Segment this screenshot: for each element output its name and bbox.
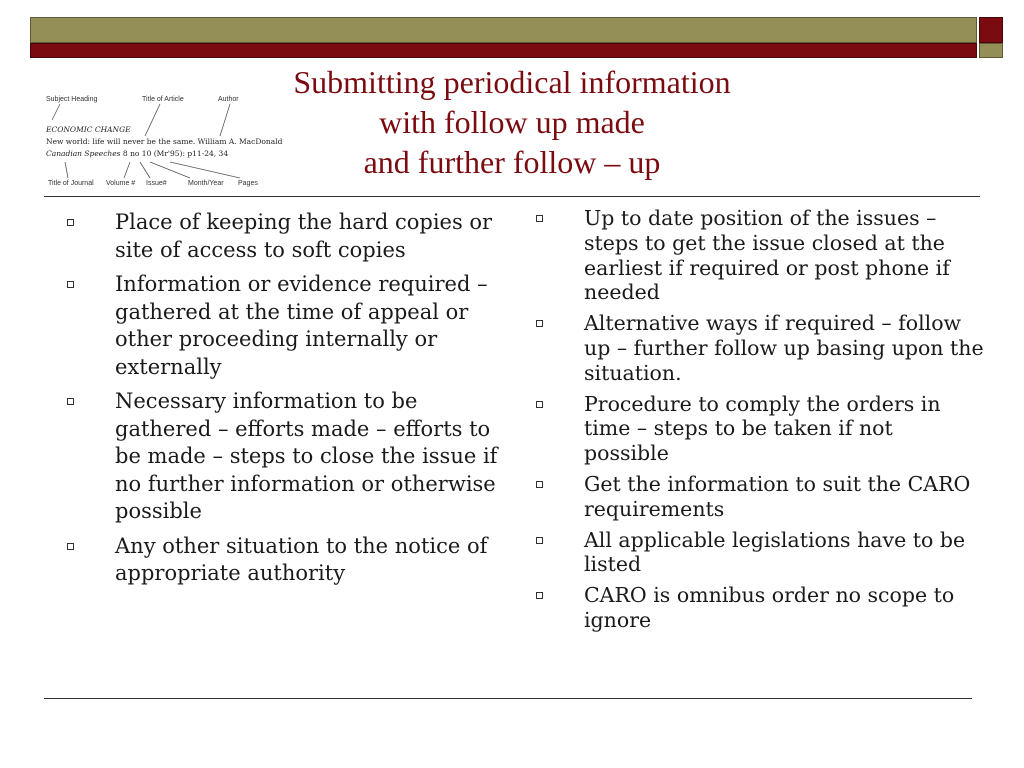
right-bullet-list [534, 206, 984, 639]
diagram-label-author: Author [218, 96, 239, 103]
diagram-label-volume: Volume # [106, 180, 136, 187]
list-item [534, 206, 984, 305]
list-item [534, 583, 984, 633]
diagram-label-title-of-article: Title of Article [142, 96, 184, 103]
slide-title-line-3: and further follow – up [363, 144, 661, 180]
square-bullet-icon [536, 592, 543, 599]
footer-divider [44, 698, 972, 699]
list-item [65, 533, 505, 588]
list-item [65, 388, 505, 526]
list-item [534, 311, 984, 385]
square-bullet-icon [67, 543, 74, 550]
diagram-label-issue: Issue# [146, 180, 167, 187]
list-item [534, 528, 984, 578]
square-bullet-icon [536, 320, 543, 327]
slide-title-line-2: with follow up made [379, 104, 645, 140]
bullet-text: Alternative ways if required – follow up – further follow up basing upon the situation. [584, 311, 984, 385]
list-item [65, 209, 505, 264]
slide-title-line-1: Submitting periodical information [293, 64, 731, 100]
bullet-text: Information or evidence required – gathered at the time of appeal or other proceeding internally or externally [115, 272, 488, 379]
list-item [534, 472, 984, 522]
square-bullet-icon [536, 401, 543, 408]
bullet-text: Up to date position of the issues – steps to get the issue closed at the earliest if required or post phone if needed [584, 206, 950, 305]
square-bullet-icon [536, 215, 543, 222]
title-divider [44, 196, 980, 197]
citation-article-line: New world: life will never be the same. William A. MacDonald [46, 137, 283, 146]
square-bullet-icon [67, 398, 74, 405]
slide-title [200, 62, 824, 182]
left-bullet-list [65, 209, 505, 595]
citation-subject: ECONOMIC CHANGE [46, 125, 131, 134]
square-bullet-icon [536, 537, 543, 544]
diagram-label-pages: Pages [238, 180, 258, 187]
diagram-label-title-of-journal: Title of Journal [48, 180, 94, 187]
list-item [65, 271, 505, 381]
bullet-text: Necessary information to be gathered – efforts made – efforts to be made – steps to close the issue if no further information or otherwise possible [115, 389, 498, 523]
header-olive-bar [30, 17, 977, 43]
header-maroon-square [979, 17, 1003, 43]
citation-volume-issue: 8 no 10 (Mr'95): p11-24, 34 [120, 149, 229, 158]
square-bullet-icon [67, 281, 74, 288]
bullet-text: Procedure to comply the orders in time – steps to be taken if not possible [584, 391, 941, 466]
header-maroon-bar [30, 43, 977, 58]
citation-journal: Canadian Speeches [46, 149, 121, 158]
bullet-text: Any other situation to the notice of appropriate authority [115, 533, 488, 585]
header-olive-square [979, 43, 1003, 58]
list-item [534, 392, 984, 466]
diagram-label-subject-heading: Subject Heading [46, 96, 98, 103]
bullet-text: CARO is omnibus order no scope to ignore [584, 583, 955, 632]
square-bullet-icon [67, 219, 74, 226]
diagram-label-month-year: Month/Year [188, 180, 224, 187]
bullet-text: All applicable legislations have to be listed [584, 527, 966, 577]
bullet-text: Place of keeping the hard copies or site of access to soft copies [115, 210, 493, 262]
square-bullet-icon [536, 481, 543, 488]
bullet-text: Get the information to suit the CARO requirements [584, 471, 971, 521]
